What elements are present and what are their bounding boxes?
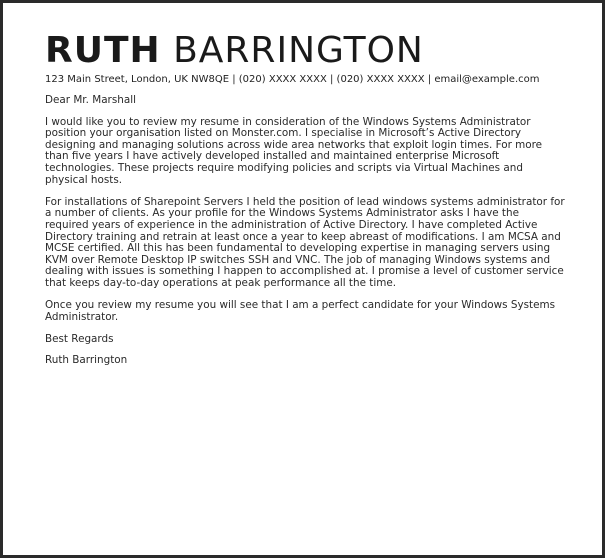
paragraph-2: For installations of Sharepoint Servers I held the position of lead windows systems administrator for a number of clients. As your profile for the Windows Systems Administrator asks I have the required years of experience in the administration of Active Directory. I have completed Active Directory training and retrain at least once a year to keep abreast of modifications. I am MCSA and MCSE certified. All this has been fundamental to developing expertise in managing servers using KVM over Remote Desktop IP switches SSH and VNC. The job of managing Windows systems and dealing with issues is something I happen to accomplished at. I promise a level of customer service that keeps day-to-day operations at peak performance all the time. xyxy=(45,195,565,289)
first-name: RUTH xyxy=(45,30,161,71)
closing: Best Regards xyxy=(45,332,114,345)
salutation: Dear Mr. Marshall xyxy=(45,94,136,106)
last-name: BARRINGTON xyxy=(173,30,424,71)
letter-header xyxy=(45,31,582,86)
contact-line: 123 Main Street, London, UK NW8QE | (020) XXXX XXXX | (020) XXXX XXXX | email@example.com xyxy=(45,74,540,85)
paragraph-3: Once you review my resume you will see that I am a perfect candidate for your Windows Systems Administrator. xyxy=(45,299,556,323)
paragraph-1: I would like you to review my resume in consideration of the Windows Systems Administrator position your organisation listed on Monster.com. I specialise in Microsoft’s Active Directory designing and managing solutions across wide area networks that exploit login times. For more than five years I have actively developed installed and maintained enterprise Microsoft technologies. These projects require modifying policies and scripts via Virtual Machines and physical hosts. xyxy=(45,115,543,186)
signature: Ruth Barrington xyxy=(45,354,128,367)
letter-body xyxy=(45,95,565,378)
applicant-name xyxy=(45,31,582,71)
